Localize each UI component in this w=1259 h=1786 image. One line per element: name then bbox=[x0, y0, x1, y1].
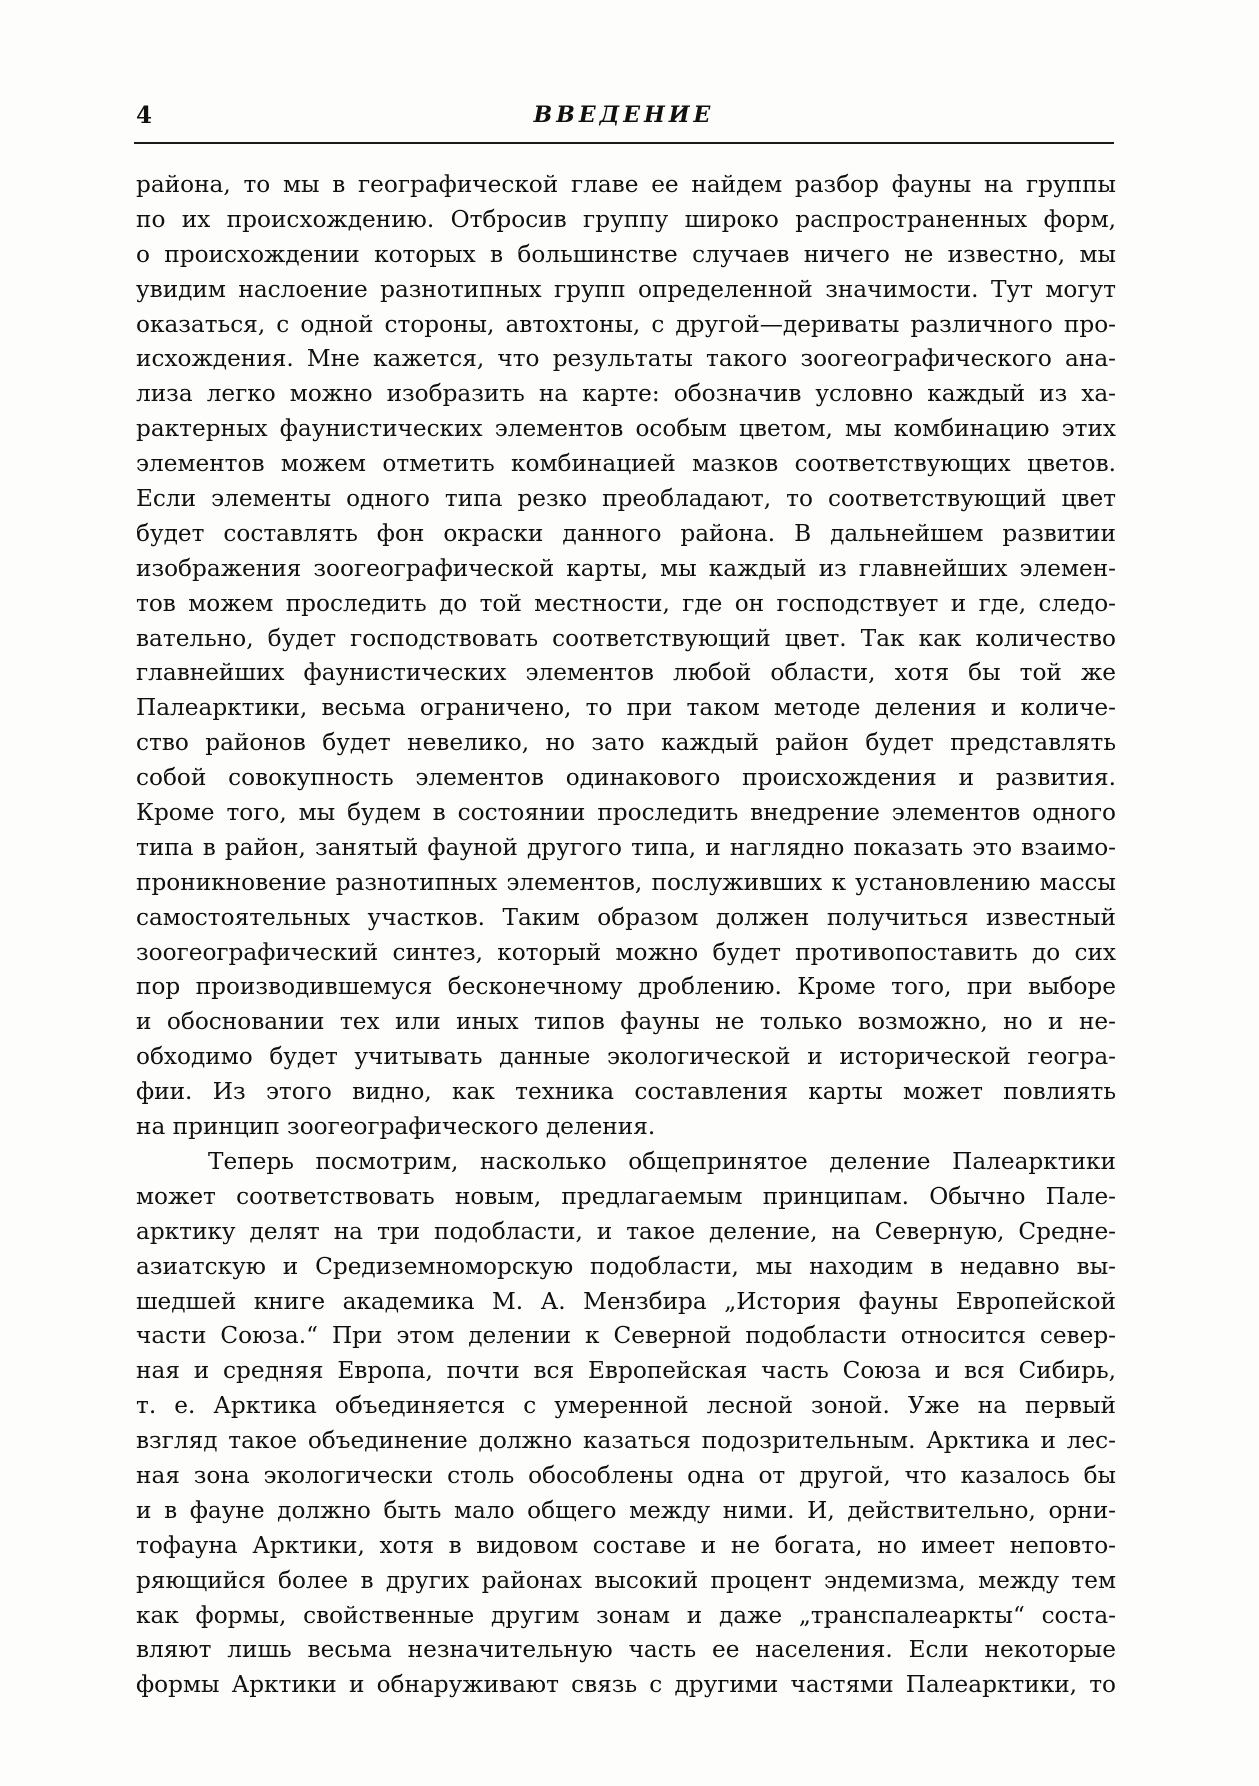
paragraph-1 bbox=[136, 168, 1116, 1145]
text-line: будет составлять фон окраски данного района. В дальнейшем развитии bbox=[136, 519, 1116, 547]
text-line: Если элементы одного типа резко преобладают, то соответствующий цвет bbox=[136, 485, 1116, 513]
text-line: ная и средняя Европа, почти вся Европейская часть Союза и вся Сибирь, bbox=[136, 1357, 1116, 1385]
text-line: увидим наслоение разнотипных групп определенной значимости. Тут могут bbox=[136, 275, 1116, 303]
text-line: шедшей книге академика М. А. Мензбира „История фауны Европейской bbox=[136, 1287, 1116, 1315]
text-line: арктику делят на три подобласти, и такое деление, на Северную, Средне- bbox=[136, 1217, 1116, 1245]
body-text bbox=[136, 168, 1116, 1703]
text-line: изображения зоогеографической карты, мы каждый из главнейших элемен- bbox=[136, 554, 1116, 582]
text-line: проникновение разнотипных элементов, послуживших к установлению массы bbox=[136, 868, 1116, 896]
text-line: ряющийся более в других районах высокий процент эндемизма, между тем bbox=[136, 1566, 1116, 1594]
text-line: Теперь посмотрим, насколько общепринятое деление Палеарктики bbox=[208, 1147, 1116, 1175]
text-line: вательно, будет господствовать соответствующий цвет. Так как количество bbox=[136, 624, 1116, 652]
text-line: ная зона экологически столь обособлены одна от другой, что казалось бы bbox=[136, 1461, 1116, 1489]
text-line: главнейших фаунистических элементов любой области, хотя бы той же bbox=[136, 659, 1116, 687]
text-line: района, то мы в географической главе ее найдем разбор фауны на группы bbox=[136, 171, 1116, 198]
text-line: тов можем проследить до той местности, где он господствует и где, следо- bbox=[136, 589, 1116, 617]
text-line: обходимо будет учитывать данные экологической и исторической геогра- bbox=[136, 1043, 1116, 1071]
text-line: зоогеографический синтез, который можно будет противопоставить до сих bbox=[136, 938, 1116, 966]
text-line: о происхождении которых в большинстве случаев ничего не известно, мы bbox=[136, 240, 1116, 268]
text-line: формы Арктики и обнаруживают связь с другими частями Палеарктики, то bbox=[136, 1671, 1116, 1699]
text-line: ство районов будет невелико, но зато каждый район будет представлять bbox=[136, 729, 1116, 757]
text-line: и в фауне должно быть мало общего между ними. И, действительно, орни- bbox=[136, 1496, 1116, 1524]
text-line: оказаться, с одной стороны, автохтоны, с другой—дериваты различного про- bbox=[136, 310, 1116, 338]
text-line: Палеарктики, весьма ограничено, то при таком методе деления и количе- bbox=[136, 694, 1116, 722]
text-line: Кроме того, мы будем в состоянии проследить внедрение элементов одного bbox=[136, 799, 1116, 827]
text-line: элементов можем отметить комбинацией мазков соответствующих цветов. bbox=[136, 450, 1116, 478]
text-line: пор производившемуся бесконечному дроблению. Кроме того, при выборе bbox=[136, 973, 1116, 1001]
text-line: как формы, свойственные другим зонам и даже „транспалеаркты“ соста- bbox=[136, 1601, 1116, 1629]
page-header bbox=[134, 98, 1114, 144]
text-line: части Союза.“ При этом делении к Северной подобласти относится север- bbox=[136, 1322, 1116, 1350]
text-line: азиатскую и Средиземноморскую подобласти, мы находим в недавно вы- bbox=[136, 1252, 1116, 1280]
text-line: лиза легко можно изобразить на карте: обозначив условно каждый из ха- bbox=[136, 380, 1116, 408]
text-line: вляют лишь весьма незначительную часть ее населения. Если некоторые bbox=[136, 1636, 1116, 1664]
text-line: и обосновании тех или иных типов фауны не только возможно, но и не- bbox=[136, 1008, 1116, 1036]
text-line: исхождения. Мне кажется, что результаты такого зоогеографического ана- bbox=[136, 345, 1116, 373]
paragraph-2 bbox=[136, 1145, 1116, 1703]
text-line: собой совокупность элементов одинакового происхождения и развития. bbox=[136, 764, 1116, 792]
text-line: тофауна Арктики, хотя в видовом составе и не богата, но имеет неповто- bbox=[136, 1531, 1116, 1559]
text-line: типа в район, занятый фауной другого типа, и наглядно показать это взаимо- bbox=[136, 833, 1116, 861]
text-line: может соответствовать новым, предлагаемым принципам. Обычно Пале- bbox=[136, 1182, 1116, 1210]
text-line: самостоятельных участков. Таким образом должен получиться известный bbox=[136, 903, 1116, 931]
text-line: на принцип зоогеографического деления. bbox=[136, 1113, 656, 1141]
page-number: 4 bbox=[136, 102, 153, 129]
running-head: ВВЕДЕНИЕ bbox=[533, 102, 715, 128]
text-line: т. е. Арктика объединяется с умеренной лесной зоной. Уже на первый bbox=[136, 1392, 1116, 1420]
text-line: фии. Из этого видно, как техника составления карты может повлиять bbox=[136, 1078, 1116, 1106]
text-line: по их происхождению. Отбросив группу широко распространенных форм, bbox=[136, 205, 1116, 233]
text-line: рактерных фаунистических элементов особым цветом, мы комбинацию этих bbox=[136, 415, 1116, 443]
text-line: взгляд такое объединение должно казаться подозрительным. Арктика и лес- bbox=[136, 1427, 1116, 1455]
